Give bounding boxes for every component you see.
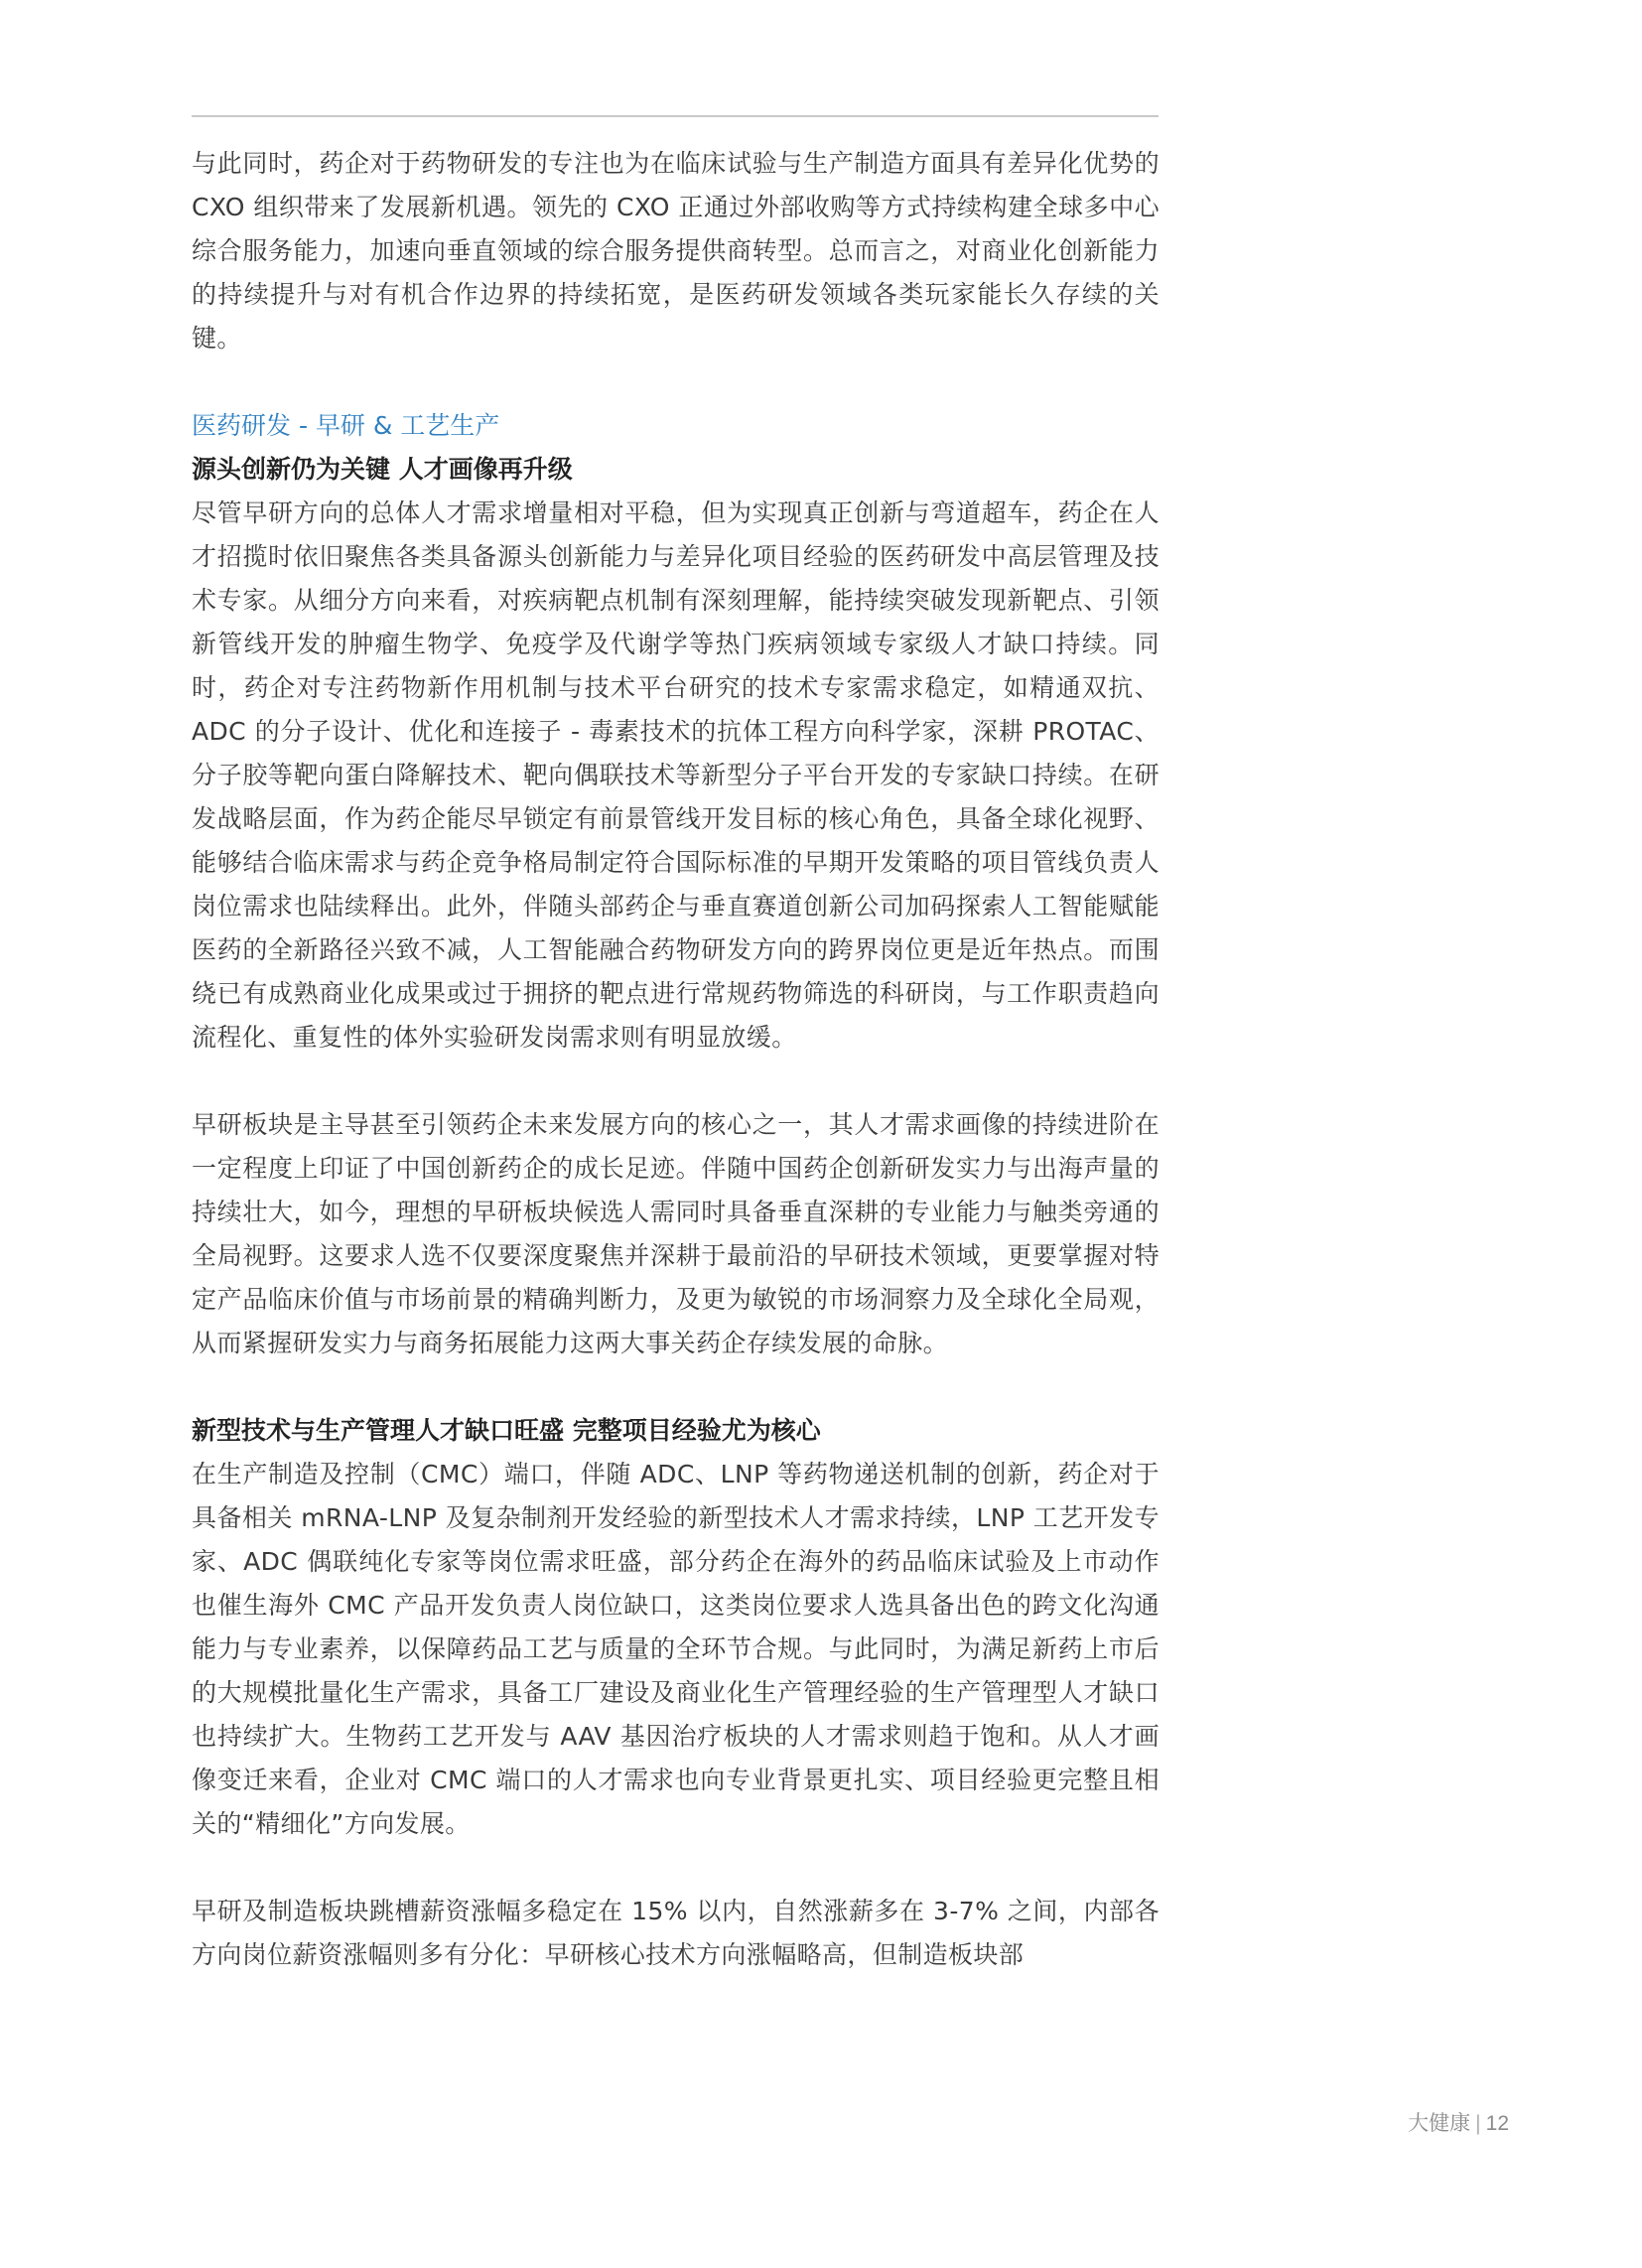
paragraph-early-rd-talent: 尽管早研方向的总体人才需求增量相对平稳，但为实现真正创新与弯道超车，药企在人才招揽时依旧聚焦各类具备源头创新能力与差异化项目经验的医药研发中高层管理及技术专家。从细分方向来看，对疾病靶点机制有深刻理解，能持续突破发现新靶点、引领新管线开发的肿瘤生物学、免疫学及代谢学等热门疾病领域专家级人才缺口持续。同时，药企对专注药物新作用机制与技术平台研究的技术专家需求稳定，如精通双抗、ADC 的分子设计、优化和连接子 - 毒素技术的抗体工程方向科学家，深耕 PROTAC、分子胶等靶向蛋白降解技术、靶向偶联技术等新型分子平台开发的专家缺口持续。在研发战略层面，作为药企能尽早锁定有前景管线开发目标的核心角色，具备全球化视野、能够结合临床需求与药企竞争格局制定符合国际标准的早期开发策略的项目管线负责人岗位需求也陆续释出。此外，伴随头部药企与垂直赛道创新公司加码探索人工智能赋能医药的全新路径兴致不减，人工智能融合药物研发方向的跨界岗位更是近年热点。而围绕已有成熟商业化成果或过于拥挤的靶点进行常规药物筛选的科研岗，与工作职责趋向流程化、重复性的体外实验研发岗需求则有明显放缓。 bbox=[192, 498, 1160, 1052]
section-label: 医药研发 - 早研 & 工艺生产 bbox=[192, 411, 500, 440]
page-number: 12 bbox=[1485, 2112, 1509, 2135]
paragraph-early-rd-profile: 早研板块是主导甚至引领药企未来发展方向的核心之一，其人才需求画像的持续进阶在一定程度上印证了中国创新药企的成长足迹。伴随中国药企创新研发实力与出海声量的持续壮大，如今，理想的早研板块候选人需同时具备垂直深耕的专业能力与触类旁通的全局视野。这要求人选不仅要深度聚焦并深耕于最前沿的早研技术领域，更要掌握对特定产品临床价值与市场前景的精确判断力，及更为敏锐的市场洞察力及全球化全局观，从而紧握研发实力与商务拓展能力这两大事关药企存续发展的命脉。 bbox=[192, 1110, 1160, 1357]
paragraph-spacer bbox=[192, 360, 1160, 404]
section-heading-manufacturing: 新型技术与生产管理人才缺口旺盛 完整项目经验尤为核心 bbox=[192, 1416, 821, 1445]
footer-separator: | bbox=[1475, 2112, 1481, 2135]
paragraph-manufacturing: 在生产制造及控制（CMC）端口，伴随 ADC、LNP 等药物递送机制的创新，药企对于具备相关 mRNA-LNP 及复杂制剂开发经验的新型技术人才需求持续，LNP 工艺开发专家、ADC 偶联纯化专家等岗位需求旺盛，部分药企在海外的药品临床试验及上市动作也催生海外 CMC 产品开发负责人岗位缺口，这类岗位要求人选具备出色的跨文化沟通能力与专业素养，以保障药品工艺与质量的全环节合规。与此同时，为满足新药上市后的大规模批量化生产需求，具备工厂建设及商业化生产管理经验的生产管理型人才缺口也持续扩大。生物药工艺开发与 AAV 基因治疗板块的人才需求则趋于饱和。从人才画像变迁来看，企业对 CMC 端口的人才需求也向专业背景更扎实、项目经验更完整且相关的“精细化”方向发展。 bbox=[192, 1460, 1160, 1838]
section-heading-early-rd: 源头创新仍为关键 人才画像再升级 bbox=[192, 455, 573, 484]
page-body bbox=[192, 142, 1160, 1977]
paragraph-spacer bbox=[192, 1060, 1160, 1103]
footer-section-name: 大健康 bbox=[1408, 2112, 1471, 2135]
page-footer bbox=[1408, 2107, 1509, 2137]
paragraph-spacer bbox=[192, 1846, 1160, 1890]
top-rule bbox=[192, 115, 1159, 117]
paragraph-spacer bbox=[192, 1365, 1160, 1409]
paragraph-salary: 早研及制造板块跳槽薪资涨幅多稳定在 15% 以内，自然涨薪多在 3-7% 之间，内部各方向岗位薪资涨幅则多有分化：早研核心技术方向涨幅略高，但制造板块部 bbox=[192, 1897, 1160, 1969]
paragraph-intro: 与此同时，药企对于药物研发的专注也为在临床试验与生产制造方面具有差异化优势的 CXO 组织带来了发展新机遇。领先的 CXO 正通过外部收购等方式持续构建全球多中心综合服务能力，加速向垂直领域的综合服务提供商转型。总而言之，对商业化创新能力的持续提升与对有机合作边界的持续拓宽，是医药研发领域各类玩家能长久存续的关键。 bbox=[192, 149, 1160, 353]
